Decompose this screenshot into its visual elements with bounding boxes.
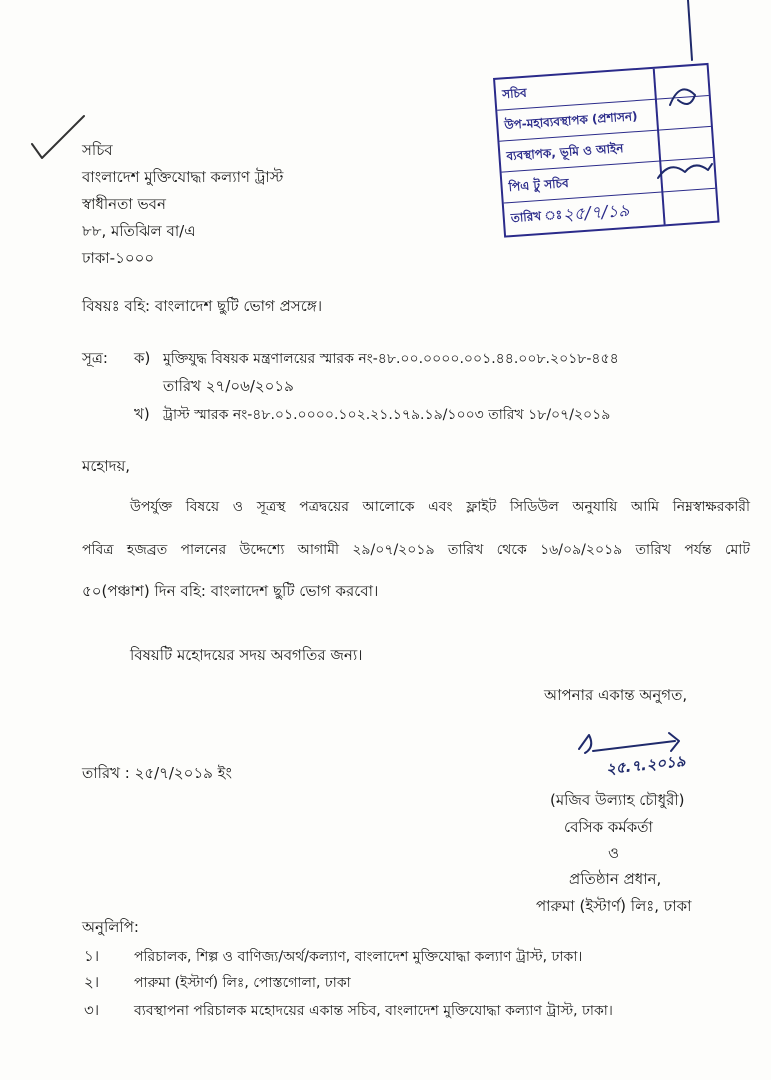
recipient-building: স্বাধীনতা ভবন xyxy=(82,195,166,213)
salutation: মহোদয়, xyxy=(82,457,131,475)
copy-item-number: ৩। xyxy=(84,1001,100,1019)
stamp-row-label: সচিব xyxy=(501,85,528,102)
recipient-city: ঢাকা-১০০০ xyxy=(82,249,155,267)
letter-date: তারিখ : ২৫/৭/২০১৯ ইং xyxy=(82,764,232,782)
stamp-row-label: ব্যবস্থাপক, ভূমি ও আইন xyxy=(506,141,624,164)
signatory-organization: পারুমা (ইস্টার্ণ) লিঃ, ঢাকা xyxy=(536,897,692,915)
references-label: সূত্র: xyxy=(82,349,108,367)
recipient-title: সচিব xyxy=(82,141,113,159)
check-mark-icon xyxy=(28,112,88,164)
signatory-name: (মজিব উল্যাহ চৌধুরী) xyxy=(550,791,685,809)
body-closing-sentence: বিষয়টি মহোদয়ের সদয় অবগতির জন্য। xyxy=(130,646,363,664)
closing-phrase: আপনার একান্ত অনুগত, xyxy=(544,686,688,704)
stamp-handwritten-date: ২৫/৭/১৯ xyxy=(562,200,630,226)
copy-item-text: পরিচালক, শিল্প ও বাণিজ্য/অর্থ/কল্যাণ, বাংলাদেশ মুক্তিযোদ্ধা কল্যাণ ট্রাস্ট, ঢাকা। xyxy=(134,949,583,965)
copy-item-number: ১। xyxy=(84,947,100,965)
copies-heading: অনুলিপি: xyxy=(82,918,139,936)
recipient-organization: বাংলাদেশ মুক্তিযোদ্ধা কল্যাণ ট্রাস্ট xyxy=(82,168,284,186)
reference-b-marker: খ) xyxy=(134,405,150,423)
signatory-title: বেসিক কর্মকর্তা xyxy=(564,818,653,836)
reference-a-date: তারিখ ২৭/০৬/২০১৯ xyxy=(163,377,294,395)
stamp-row-label: তারিখ ঃ xyxy=(510,207,563,226)
body-line: ৫০(পঞ্চাশ) দিন বহি: বাংলাদেশ ছুটি ভোগ করবো। xyxy=(82,582,379,600)
stamp-row-label: উপ-মহাব্যবস্থাপক (প্রশাসন) xyxy=(503,109,638,133)
copy-item-text: ব্যবস্থাপনা পরিচালক মহোদয়ের একান্ত সচিব, বাংলাদেশ মুক্তিযোদ্ধা কল্যাণ ট্রাস্ট, ঢাকা। xyxy=(134,1003,613,1019)
copy-item-number: ২। xyxy=(84,973,100,991)
stamp-initials-icon xyxy=(640,0,750,200)
reference-b-text: ট্রাস্ট স্মারক নং-৪৮.০১.০০০০.১০২.২১.১৭৯.১৯/১০০৩ তারিখ ১৮/০৭/২০১৯ xyxy=(163,407,611,423)
body-line: উপর্যুক্ত বিষয়ে ও সূত্রস্থ পত্রদ্বয়ের আলোকে এবং ফ্লাইট সিডিউল অনুযায়ি আমি নিম্নস্বাক্ষরকারী xyxy=(130,499,750,515)
copy-item-text: পারুমা (ইস্টার্ণ) লিঃ, পোস্তগোলা, ঢাকা xyxy=(134,975,351,991)
signatory-conjunction: ও xyxy=(608,844,620,862)
signature-date: ২৫.৭.২০১৯ xyxy=(605,751,687,779)
reference-a-text: মুক্তিযুদ্ধ বিষয়ক মন্ত্রণালয়ের স্মারক নং-৪৮.০০.০০০০.০০১.৪৪.০০৮.২০১৮-৪৫৪ xyxy=(163,351,619,367)
recipient-address: ৮৮, মতিঝিল বা/এ xyxy=(82,222,196,240)
stamp-row-label: পিএ টু সচিব xyxy=(508,175,570,195)
reference-a-marker: ক) xyxy=(134,349,151,367)
body-line: পবিত্র হজব্রত পালনের উদ্দেশ্যে আগামী ২৯/০৭/২০১৯ তারিখ থেকে ১৬/০৯/২০১৯ তারিখ পর্যন্ত মোট xyxy=(82,542,750,558)
subject-line: বিষয়ঃ বহি: বাংলাদেশ ছুটি ভোগ প্রসঙ্গে। xyxy=(82,297,323,315)
signatory-role: প্রতিষ্ঠান প্রধান, xyxy=(569,870,662,888)
